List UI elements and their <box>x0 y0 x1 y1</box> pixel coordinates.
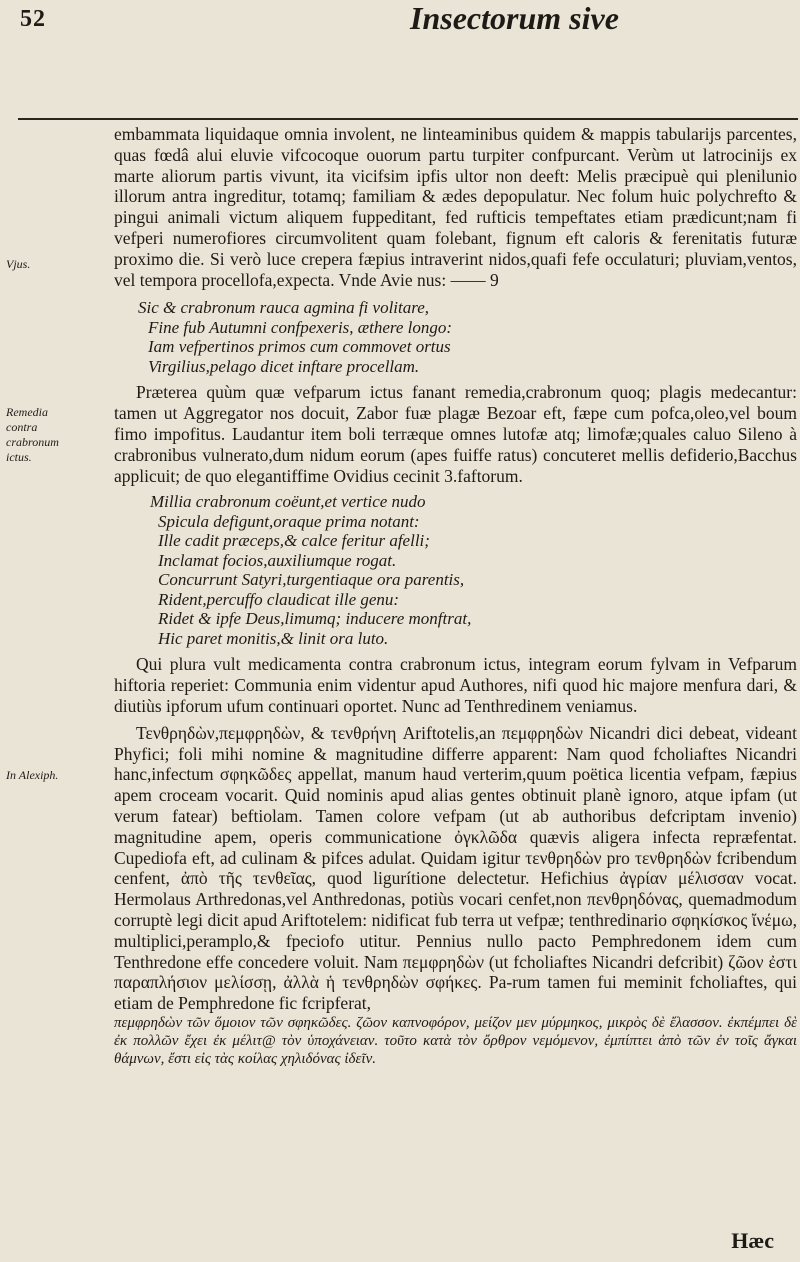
verse-line: Concurrunt Satyri,turgentiaque ora parentis, <box>158 570 465 590</box>
verse-line: Spicula defigunt,oraque prima notant: <box>158 511 420 531</box>
margin-note-alexipharmaca: In Alexiph. <box>6 768 59 782</box>
greek-passage: πεμφρηδὼν τῶν ὅμοιον τῶν σφηκῶδες. ζῶον καπνοφόρον, μείζον μεν μύρμηκος, μικρὸς δὲ ἔλασσον. ἐκπέμπει δὲ ἐκ πολλῶν ἔχει ἐκ μέλιτ@ τὸν ὑποχάνειαν. τοῦτο κατὰ τὸν ὄρθρον νεμόμενον, ἐμπίπτει ἀπὸ τῶν ἐν τοῖς ἄγκαι θάμνων, ἔστι εἰς τὰς κοίλας χηλιδόνας ἰδεῖν. <box>114 1014 797 1067</box>
margin-note-remedia: Remedia contra crabronum ictus. <box>6 405 59 464</box>
paragraph-1: embammata liquidaque omnia involent, ne linteaminibus quidem & mappis tabularijs parcentes, quas fœdâ alui eluvie vifcocoque ouorum partu turpiter confpurcant. Verùm ut latrocinijs ex marte aliorum partis vivunt, ita vicifsim ipfis ultor non deeft: Melis præcipuè qui plenilunio illorum antra ingreditur, totamq; familiam & ædes depopulatur. Nec folum huic polychrefto & pingui animali victum aliquem fuppeditant, fed rufticis tempeftates etiam prædicunt;nam fi vefperi numerofiores circumvolitent quam folebant, fignum eft caloris & ferenitatis futuræ proximo die. Si verò luce crepera fæpius intraverint nidos,quafi fefe occulaturi; pluviam,ventos, vel tempora procellofa,expecta. Vnde Avie nus: —— 9 <box>114 124 797 290</box>
page-number: 52 <box>20 6 46 32</box>
verse-ovid <box>150 492 797 648</box>
paragraph-4: Τενθρηδὼν,πεμφρηδὼν, & τενθρήνη Ariftotelis,an πεμφρηδὼν Nicandri dici debeat, videant Phyfici; foli mihi nomine & magnitudine differre apparent: Nam quod fcholiaftes Nicandri hanc,infectum σφηκῶδες appellat, manum haud verterim,quum poëtica licentia vefpam, fæpius apem croceam vocarit. Quid nominis apud alias gentes obtinuit planè ignoro, atque ipfam (ut verum fatear) beftiolam. Tamen colore vefpam (ut ab authoribus defcriptam invenio) magnitudine apem, operis communicatione ὀγκλῶδα quævis aligera infecta repræfentat. Cupediofa eft, ad culinam & pifces adulat. Quidam igitur τενθρηδὼν pro τενθρηδὼν fcribendum cenfent, ἀπὸ τῆς τενθεῖας, quod ligurítione delectetur. Hefichius ἀγρίαν μέλισσαν vocat. Hermolaus Arthredonas,vel Anthredonas, potiùs vocari cenfet,non πενθρηδόνας, quemadmodum corruptè legi dicit apud Ariftotelem: nidificat fub terra ut vefpæ; tenthredinario σφηκίσκος ἴνέμω, multiplici,peramplo,& fpeciofo utitur. Pennius nullo pacto Pemphredonem idem cum Tenthredone effe concedere voluit. Nam πεμφρηδὼν (ut fcholiaftes Nicandri defcribit) ζῶον ἐστι παραπλήσιον μελίσσῃ, ἀλλὰ ἡ τενθρηδὼν σφήκες. Pa-rum tamen fui meminit fcholiaftes, qui etiam de Pemphredone fic fcripferat, <box>114 722 797 1014</box>
body-text <box>114 124 797 1068</box>
verse-line: Inclamat focios,auxiliumque rogat. <box>158 550 397 570</box>
verse-line: Rident,percuffo claudicat ille genu: <box>158 589 400 609</box>
verse-line: Iam vefpertinos primos cum commovet ortus <box>148 337 451 357</box>
paragraph-2: Præterea quùm quæ vefparum ictus fanant remedia,crabronum quoq; plagis medecantur: tamen ut Aggregator nos docuit, Zabor fuæ plagæ Bezoar eft, fæpe cum pofca,oleo,vel boum fimo impofitus. Laudantur item boli terræque omnes lutofæ atq; limofæ;quales caluo Sileno à crabronibus vulnerato,dum nidum eorum (apes fuiffe ratus) concuteret mellis defiderio,Bacchus applicuit; de quo elegantiffime Ovidius cecinit 3.faftorum. <box>114 382 797 486</box>
running-title: Insectorum sive <box>410 0 619 36</box>
verse-line: Millia crabronum coëunt,et vertice nudo <box>150 492 426 512</box>
paragraph-3: Qui plura vult medicamenta contra crabronum ictus, integram eorum fylvam in Vefparum hiftoria reperiet: Communia enim videntur apud Authores, nifi quod hic majore menfura dari, & diutiùs ipforum ufum continuari oportet. Nunc ad Tenthredinem veniamus. <box>114 654 797 716</box>
verse-line: Ille cadit præceps,& calce feritur afelli; <box>158 531 430 551</box>
margin-note-usus: Vjus. <box>6 257 31 271</box>
catchword: Hæc <box>731 1228 774 1253</box>
verse-line: Hic paret monitis,& linit ora luto. <box>158 628 389 648</box>
verse-line: Ridet & ipfe Deus,limumq; inducere monftrat, <box>158 609 472 629</box>
header-rule <box>18 118 798 120</box>
verse-line: Fine fub Autumni confpexeris, æthere longo: <box>148 317 453 337</box>
verse-avienus <box>138 298 797 376</box>
verse-line: Sic & crabronum rauca agmina fi volitare, <box>138 298 430 318</box>
page-header <box>0 0 800 116</box>
verse-line: Virgilius,pelago dicet inftare procellam. <box>148 356 420 376</box>
